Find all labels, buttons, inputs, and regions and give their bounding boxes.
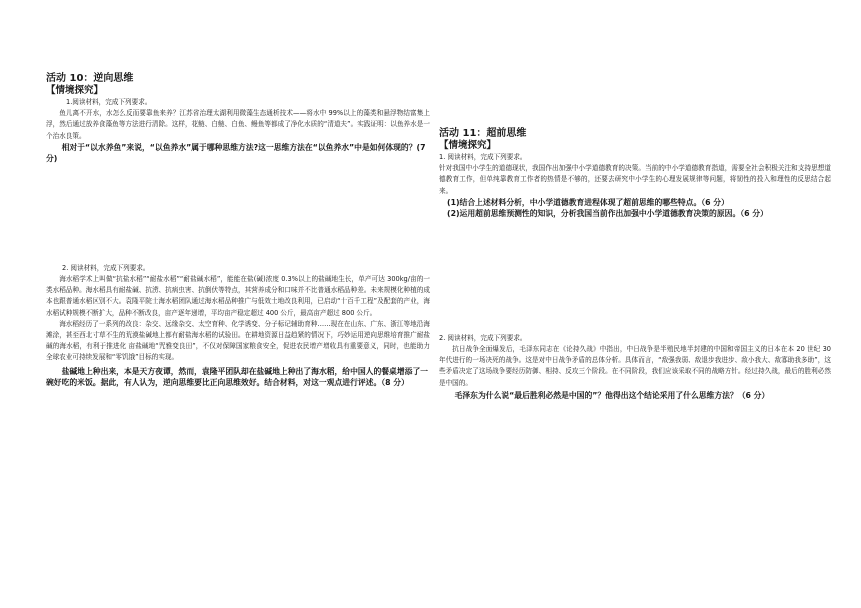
activity-11-section-heading: 【情境探究】 (439, 140, 497, 151)
a11-q1-sub1: (1)结合上述材料分析，中小学道德教育进程体现了超前思维的哪些特点。（6 分） (447, 197, 729, 207)
a10-q1-prompt: 1.阅读材料，完成下列要求。 (66, 98, 152, 106)
right-column (439, 127, 831, 401)
a10-q2-passage-2: 海水稻经历了一系列的改良：杂交、远缘杂交、太空育种、化学诱变、分子标记辅助育种……现在在山东、广东、浙江等地沿海滩涂，甚至西北寸草不生的荒漠盐碱地上都有耐盐海水稻的试验田。在耕地资源日益趋紧的情况下，巧妙运用逆向思维培育推广耐盐碱的海水稻，有利于推进化 亩盐碱地“咒雅变良田”，不仅对保障国家粮食安全，促进农民增产增收具有重要意义，同时，也能助力全球农业可持续发展和“零饥饿”目标的实现。 (46, 319, 430, 362)
answer-space (439, 220, 831, 333)
a10-q2-prompt: 2. 阅读材料，完成下列要求。 (62, 263, 150, 272)
activity-10-section-heading: 【情境探究】 (46, 85, 104, 96)
a10-q2-question: 盐碱地上种出来，本是天方夜谭，然而，袁隆平团队却在盐碱地上种出了海水稻，给中国人的餐桌增添了一碗好吃的米饭。据此，有人认为，逆向思维要比正向思维效好。结合材料，对这一观点进行评述。（8 分） (46, 366, 429, 388)
answer-space (46, 165, 430, 263)
a10-q2-passage-1: 海水稻学术上叫做“抗盐水稻”“耐盐水稻”“耐盐碱水稻”，能能在盐(碱)浓度 0.3%以上的盐碱地生长，单产可达 300kg/亩的一类水稻品种。海水稻具有耐盐碱、抗涝、抗病虫害、抗倒伏等特点，其营养成分和口味并不比普通水稻品种差。未来规模化种植的成本也跟普通水稻区别不大。袁隆平院士海水稻团队通过海水稻品种推广与低效土地改良利用，已启动“十百千工程”及配套的产业，海水稻试种规模不断扩大，品种不断改良，亩产逐年递增，平均亩产稳定超过 400 公斤，最高亩产超过 800 公斤。 (46, 275, 430, 317)
a11-q2-passage: 抗日战争全面爆发后，毛泽东同志在《论持久战》中指出，中日战争是半殖民地半封建的中国和帝国主义的日本在本 20 世纪 30 年代进行的一场决死的战争。这是对中日战争矛盾的总体分析。具体而言，“敌强我弱、敌退步我进步、敌小我大、敌寡助我多助”，这些矛盾决定了这场战争要经历防御、相持、反攻三个阶段。在不同阶段，我们应该采取不同的战略方针。经过持久战，最后的胜利必然是中国的。 (439, 345, 831, 387)
a11-q2-prompt: 2. 阅读材料，完成下列要求。 (439, 333, 527, 342)
a10-q1-question: 相对于“以水养鱼”来说，“以鱼养水”属于哪种思维方法?这一思维方法在“以鱼养水”中是如何体现的？(7 分) (46, 142, 426, 164)
activity-11-title: 活动 11：超前思维 (439, 128, 527, 139)
a11-q2-question: 毛泽东为什么说“最后胜利必然是中国的”？他得出这个结论采用了什么思维方法？（6 分） (454, 390, 770, 400)
left-column (46, 72, 430, 389)
a11-q1-passage: 针对我国中小学生的道德现状，我国作出加强中小学道德教育的决策。当前的中小学道德教育指道，需要全社会积极关注和支持思想道德教育工作，但单纯靠教育工作者的热情是不够的，还要去研究中小学生的心理发展规律等问题，将韧性的投入和理性的反思结合起来。 (439, 164, 831, 195)
a11-q1-prompt: 1. 阅读材料，完成下列要求。 (439, 153, 527, 161)
a11-q1-sub2: (2)运用超前思维预测性的知识，分析我国当前作出加强中小学道德教育决策的原因。（6 分） (447, 209, 768, 219)
activity-10-title: 活动 10：逆向思维 (46, 73, 134, 84)
a10-q1-passage: 鱼儿离不开水，水怎么反而要靠鱼来养？江苏省治理太湖利用微藻生态通析技术——将水中 99%以上的藻类和悬浮物结富集上浮，然后通过放养食藻鱼等方法进行清除。这样，花鲢、白鲢、白鱼、鳗鱼等都成了净化水质的“清道夫”。实践证明：以鱼养水是一个治水良策。 (46, 109, 430, 140)
